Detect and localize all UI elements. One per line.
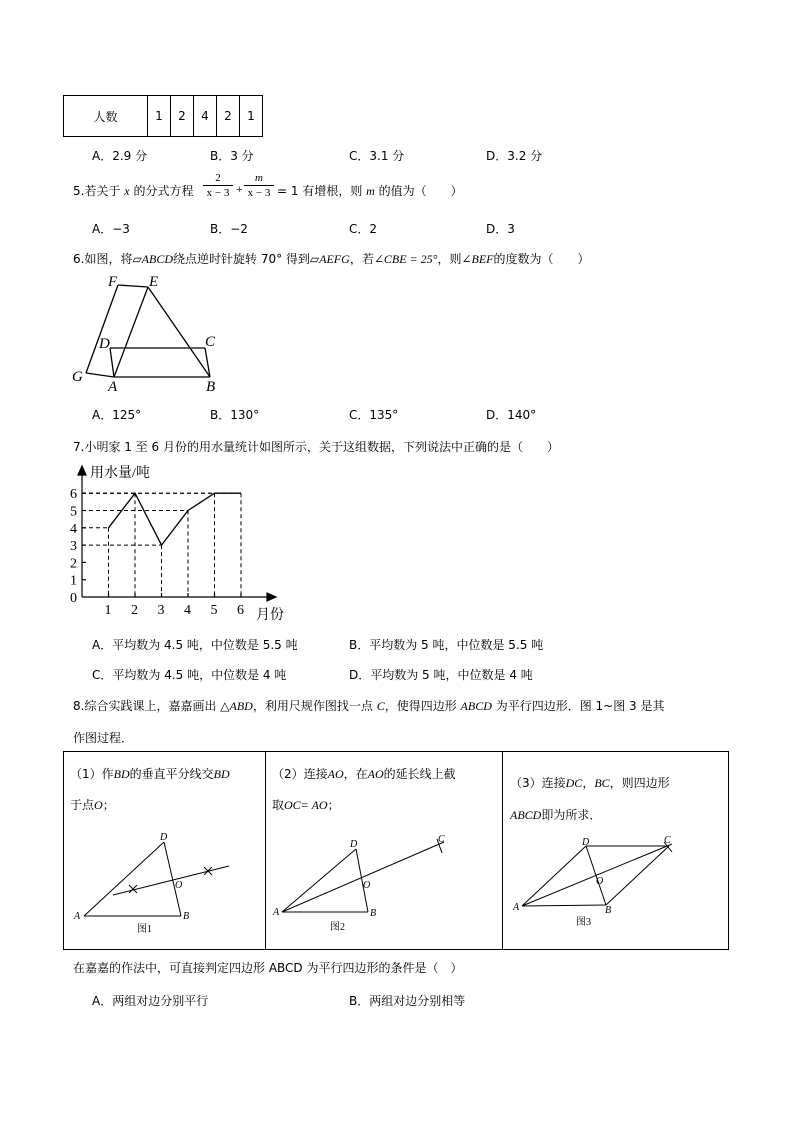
q4-option-b: B．3 分: [210, 149, 254, 163]
q6-option-c: C．135°: [349, 408, 399, 422]
fig2-caption: 图2: [330, 922, 345, 933]
q5-stem: 5.若关于 x 的分式方程: [73, 184, 194, 198]
q5-fraction-1: 2 x − 3: [203, 172, 233, 199]
table-cell: 2: [217, 96, 240, 137]
x-tick-label: 3: [157, 603, 165, 618]
q6-label-g: G: [72, 369, 83, 385]
fig3-label-a: A: [513, 902, 520, 913]
x-tick-label: 1: [104, 603, 112, 618]
table-cell: 1: [148, 96, 171, 137]
q6-label-f: F: [108, 274, 118, 290]
y-tick-label: 6: [70, 487, 77, 503]
q6-label-e: E: [149, 274, 159, 290]
y-tick-label: 3: [70, 539, 77, 555]
q5-stem-end: = 1 有增根，则 m 的值为（ ）: [277, 184, 463, 198]
q6-label-b: B: [206, 379, 216, 395]
fig1-label-o: O: [175, 880, 183, 891]
step3-text-line1: （3）连接DC，BC，则四边形: [510, 776, 670, 790]
table-cell: 2: [171, 96, 194, 137]
q8-option-a: A．两组对边分别平行: [92, 994, 209, 1008]
x-tick-label: 5: [210, 603, 218, 618]
figure-1: [84, 842, 229, 916]
fig1-label-d: D: [160, 832, 168, 843]
q7-stem: 7.小明家 1 至 6 月份的用水量统计如图所示，关于这组数据，下列说法中正确的是（ ）: [73, 440, 559, 454]
fig2-label-a: A: [273, 907, 280, 918]
y-tick-label: 1: [70, 573, 77, 589]
table-row-label: 人数: [64, 96, 148, 137]
figure-3: [522, 842, 672, 906]
step2-text-line1: （2）连接AO，在AO的延长线上截: [272, 767, 456, 781]
q5-option-d: D．3: [486, 222, 515, 236]
q4-option-a: A．2.9 分: [92, 149, 148, 163]
q6-option-d: D．140°: [486, 408, 537, 422]
step3-text-line2: ABCD即为所求．: [510, 808, 602, 822]
q8-question: 在嘉嘉的作法中，可直接判定四边形 ABCD 为平行四边形的条件是（ ）: [73, 961, 463, 975]
fig1-caption: 图1: [137, 924, 152, 935]
table-cell: 1: [240, 96, 263, 137]
q7-option-b: B．平均数为 5 吨，中位数是 5.5 吨: [349, 638, 544, 652]
x-tick-label: 2: [131, 603, 138, 618]
step1-text-line1: （1）作BD的垂直平分线交BD: [70, 767, 230, 781]
q5-option-c: C．2: [349, 222, 378, 236]
y-axis-label: 用水量/吨: [90, 466, 150, 481]
x-axis-label: 月份: [256, 608, 284, 623]
y-tick-label: 4: [70, 521, 77, 537]
q8-stem-line1: 8.综合实践课上，嘉嘉画出 △ABD，利用尺规作图找一点 C，使得四边形 ABCD 为平行四边形．图 1~图 3 是其: [73, 699, 665, 713]
figure-2: [282, 839, 444, 912]
q6-label-d: D: [99, 336, 110, 352]
fig2-label-c: C: [438, 834, 445, 845]
y-tick-label: 5: [70, 504, 77, 520]
fig2-label-b: B: [370, 908, 377, 919]
table-cell: 4: [194, 96, 217, 137]
q7-option-d: D．平均数为 5 吨，中位数是 4 吨: [349, 668, 533, 682]
step2-text-line2: 取OC= AO；: [272, 798, 340, 812]
q6-label-a: A: [108, 379, 118, 395]
q4-option-c: C．3.1 分: [349, 149, 405, 163]
fig3-label-c: C: [664, 835, 671, 846]
q6-label-c: C: [205, 334, 216, 350]
q6-stem: 6.如图，将▱ABCD绕点逆时针旋转 70° 得到▱AEFG，若∠CBE = 25°，则∠BEF的度数为（ ）: [73, 252, 590, 266]
x-tick-label: 4: [184, 603, 191, 618]
fig1-label-b: B: [183, 911, 190, 922]
q5-fraction-2: m x − 3: [244, 172, 274, 199]
fig3-label-o: O: [596, 876, 604, 887]
q7-option-a: A．平均数为 4.5 吨，中位数是 5.5 吨: [92, 638, 298, 652]
fig3-label-d: D: [582, 837, 590, 848]
fig3-label-b: B: [605, 905, 612, 916]
fig3-caption: 图3: [576, 917, 591, 928]
fig1-label-a: A: [74, 911, 81, 922]
q8-option-b: B．两组对边分别相等: [349, 994, 466, 1008]
q7-option-c: C．平均数为 4.5 吨，中位数是 4 吨: [92, 668, 287, 682]
q5-plus: +: [236, 182, 243, 196]
q6-option-a: A．125°: [92, 408, 142, 422]
fig2-label-d: D: [350, 839, 358, 850]
q8-stem-line2: 作图过程．: [73, 731, 134, 745]
y-tick-label: 0: [70, 591, 77, 606]
q4-option-d: D．3.2 分: [486, 149, 543, 163]
step1-text-line2: 于点O；: [70, 798, 115, 812]
x-tick-label: 6: [237, 603, 244, 618]
q5-option-b: B．−2: [210, 222, 248, 236]
q6-option-b: B．130°: [210, 408, 260, 422]
y-tick-label: 2: [70, 556, 77, 572]
fig2-label-o: O: [363, 880, 371, 891]
q5-option-a: A．−3: [92, 222, 130, 236]
